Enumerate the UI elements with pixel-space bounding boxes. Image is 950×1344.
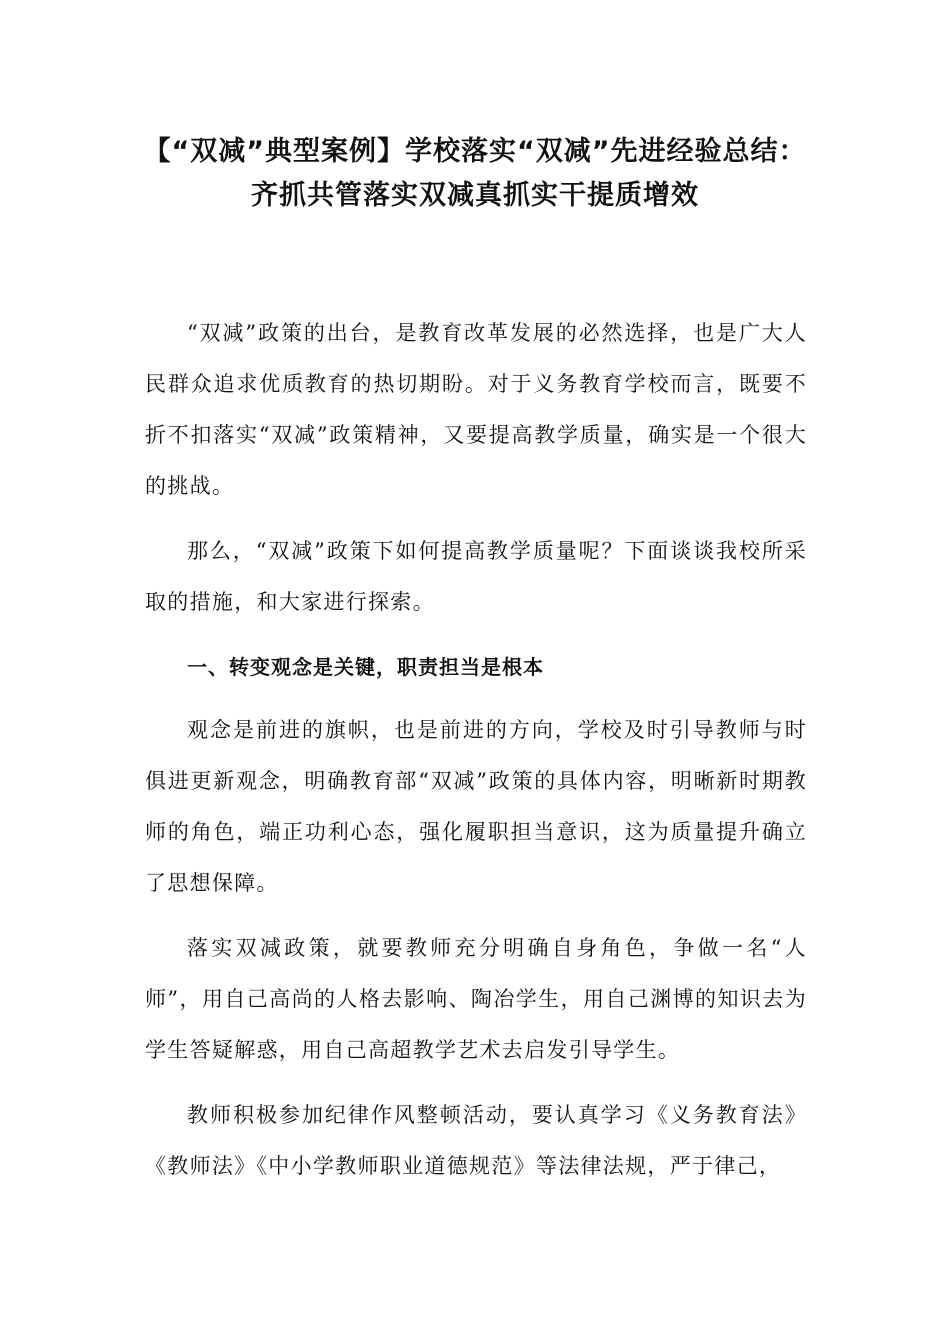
intro-paragraph: “双减”政策的出台，是教育改革发展的必然选择，也是广大人民群众追求优质教育的热切期盼。对于义务教育学校而言，既要不折不扣落实“双减”政策精神，又要提高教学质量，确实是一个很大的挑战。 [145,321,807,498]
intro-paragraph: 那么，“双减”政策下如何提高教学质量呢？下面谈谈我校所采取的措施，和大家进行探索。 [145,539,807,614]
document-body [145,308,807,1206]
section-paragraph: 落实双减政策，就要教师充分明确自身角色，争做一名“人师”，用自己高尚的人格去影响、陶冶学生，用自己渊博的知识去为学生答疑解惑，用自己高超教学艺术去启发引导学生。 [145,936,807,1062]
section-paragraph: 教师积极参加纪律作风整顿活动，要认真学习《义务教育法》《教师法》《中小学教师职业道德规范》等法律法规，严于律己， [145,1103,807,1178]
section-heading: 一、转变观念是关键，职责担当是根本 [187,655,544,679]
document-title: 【“双减”典型案例】学校落实“双减”先进经验总结：齐抓共管落实双减真抓实干提质增效 [143,136,807,211]
section-paragraph: 观念是前进的旗帜，也是前进的方向，学校及时引导教师与时俱进更新观念，明确教育部“双减”政策的具体内容，明晰新时期教师的角色，端正功利心态，强化履职担当意识，这为质量提升确立了思想保障。 [145,718,807,895]
